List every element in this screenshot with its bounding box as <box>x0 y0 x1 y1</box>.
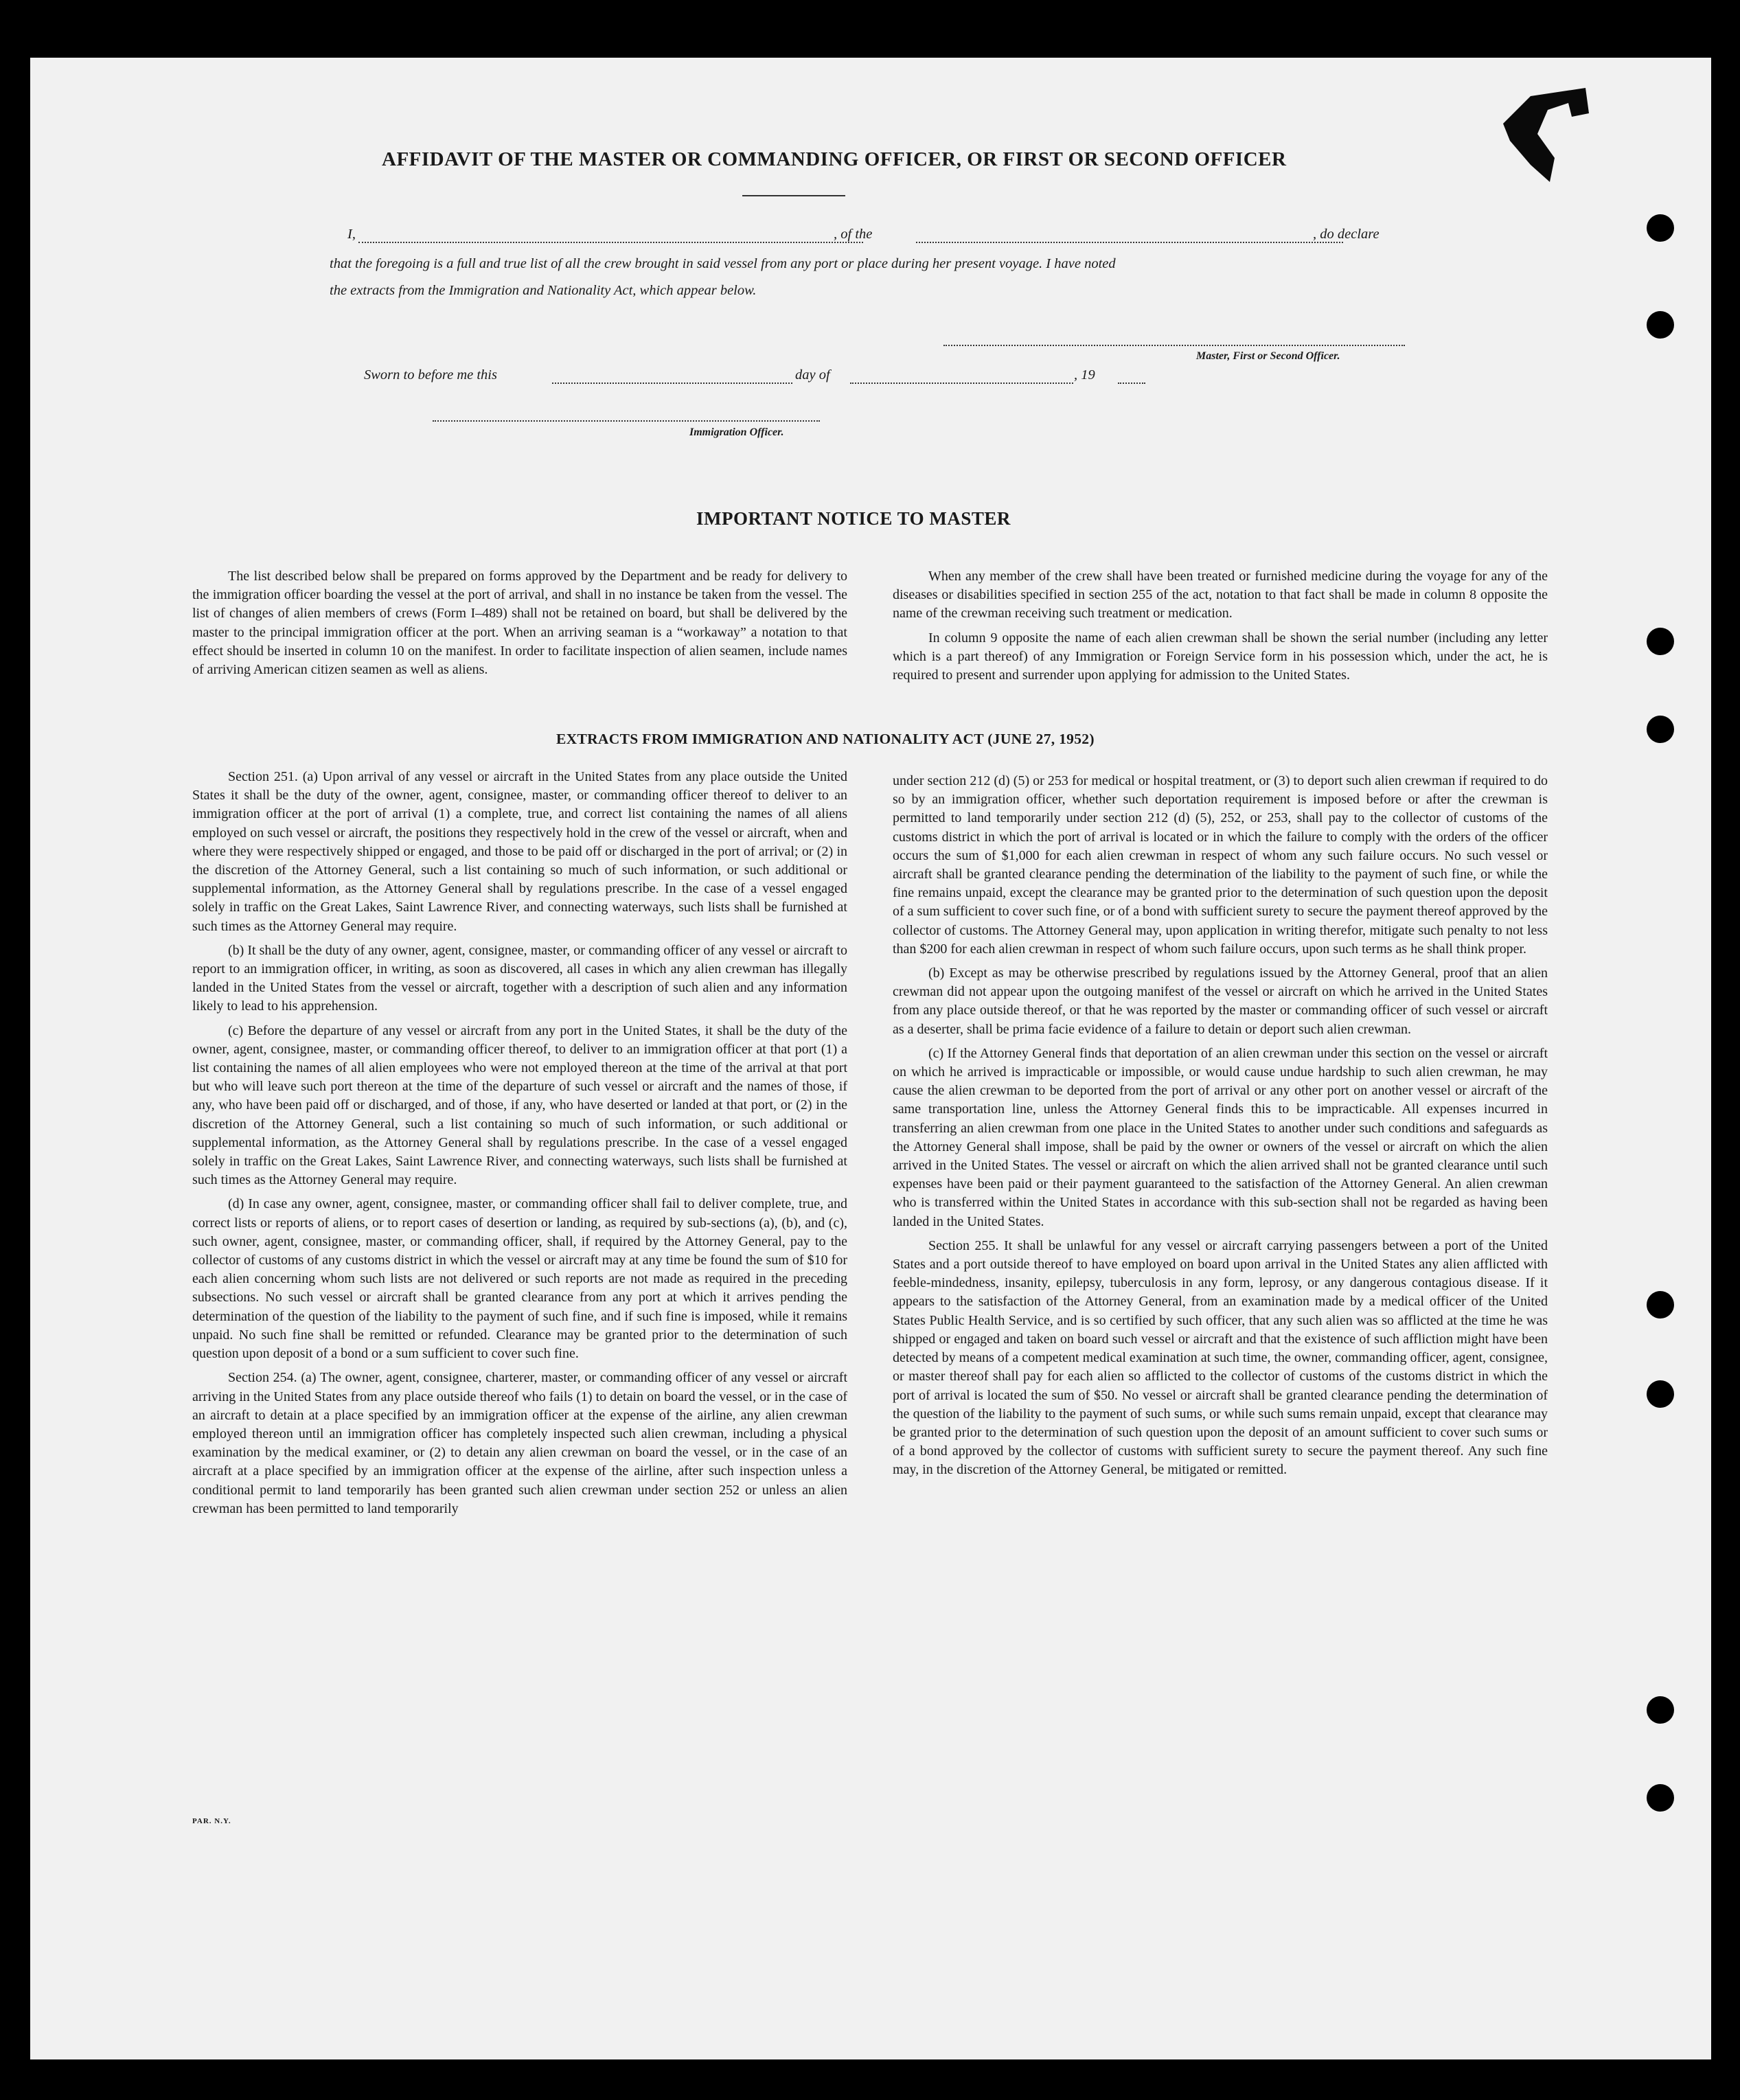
extract-paragraph: Section 255. It shall be unlawful for any vessel or aircraft carrying passengers between a port of the United States and a port outside thereof to have employed on board upon arrival in the United States any alien afflicted with feeble-mindedness, insanity, epilepsy, tuberculosis in any form, leprosy, or any dangerous contagious disease. If it appears to the satisfaction of the Attorney General, from an examination made by a medical officer of the United States Public Health Service, and is so certified by such officer, that any such alien was so afflicted at the time he was shipped or engaged and taken on board such vessel or aircraft and that the existence of such affliction might have been detected by means of a competent medical examination at such time, the owner, commanding officer, agent, consignee, or master thereof shall pay for each alien so afflicted to the collector of customs of the customs district in which the port of arrival is located the sum of $50. No vessel or aircraft shall be granted clearance pending the determination of the question of the liability to the payment of such sums, or while such sums remain unpaid, except that clearance may be granted prior to the determination of such question upon the deposit of an amount sufficient to cover such sums or of a bond approved by the collector of customs with sufficient surety to secure the payment thereof. Any such fine may, in the discretion of the Attorney General, be mitigated or remitted. <box>893 1237 1548 1478</box>
sworn-day-blank[interactable] <box>552 383 792 384</box>
punch-hole <box>1647 628 1674 655</box>
extract-paragraph: under section 212 (d) (5) or 253 for medical or hospital treatment, or (3) to deport such alien crewman if required to do so by an immigration officer, whether such deportation requirement is imposed before or after the crewman is permitted to land temporarily under section 212 (d) (5), 252, or 253, shall pay to the collector of customs of the customs district in which the port of arrival is located or in which the failure to comply with the orders of the officer occurs the sum of $1,000 for each alien crewman in respect of whom any such failure occurs. No such vessel or aircraft shall be granted clearance pending the determination of the liability to the payment of such fine, or while the fine remains unpaid, except the clearance may be granted prior to the determination of such question upon the deposit of a sum sufficient to cover such fine, or of a bond with sufficient surety to secure the payment thereof approved by the collector of customs. The Attorney General may, upon application in writing therefor, mitigate such penalty to not less than $200 for each alien crewman in respect of whom such failure occurs, upon such terms as he shall think proper. <box>893 773 1548 957</box>
notice-left-column <box>192 567 847 679</box>
extracts-left-column <box>192 768 847 1518</box>
extract-paragraph: Section 251. (a) Upon arrival of any vessel or aircraft in the United States from any place outside the United States it shall be the duty of the owner, agent, consignee, master, or commanding officer thereof to deliver to an immigration officer at the port of arrival (1) a complete, true, and correct list containing the names of all aliens employed on such vessel or aircraft, the positions they respectively hold in the crew of the vessel or aircraft, when and where they were respectively shipped or engaged, and those to be paid off or discharged in the port of arrival; or (2) in the discretion of the Attorney General, such a list containing so much of such information, or such additional or supplemental information, as the Attorney General shall by regulations prescribe. In the case of a vessel engaged solely in traffic on the Great Lakes, Saint Lawrence River, and connecting waterways, such lists shall be furnished at such times as the Attorney General may require. <box>192 769 847 934</box>
vessel-blank[interactable] <box>916 242 1343 243</box>
sworn-year-blank[interactable] <box>1118 383 1145 384</box>
affidavit-title: AFFIDAVIT OF THE MASTER OR COMMANDING OFFICER, OR FIRST OR SECOND OFFICER <box>382 148 1287 170</box>
extract-paragraph: (d) In case any owner, agent, consignee, master, or commanding officer shall fail to deliver complete, true, and correct lists or reports of aliens, or to report cases of desertion or landing, as required by sub-sections (a), (b), and (c), such owner, agent, consignee, master, or commanding officer, shall, if required by the Attorney General, pay to the collector of customs of any customs district in which the vessel or aircraft may at any time be found the sum of $10 for each alien concerning whom such lists are not delivered or such reports are not made as required in the preceding subsections. No such vessel or aircraft shall be granted clearance from any port at which it arrives pending the determination of the question of the liability to the payment of such fine, and if such fine is imposed, while it remains unpaid. No such fine shall be remitted or refunded. Clearance may be granted prior to the determination of such question upon deposit of a bond or a sum sufficient to cover such fine. <box>192 1196 847 1362</box>
punch-hole <box>1647 1291 1674 1319</box>
master-signature-label: Master, First or Second Officer. <box>1196 350 1340 362</box>
notice-right-column <box>893 567 1548 685</box>
extract-paragraph: (b) It shall be the duty of any owner, agent, consignee, master, or commanding officer of any vessel or aircraft to report to an immigration officer, in writing, as soon as discovered, all cases in which any alien crewman has illegally landed in the United States from the vessel or aircraft, together with a description of such alien and any information likely to lead to his apprehension. <box>192 942 847 1014</box>
punch-hole <box>1647 1696 1674 1724</box>
punch-hole <box>1647 716 1674 743</box>
extract-paragraph: (c) Before the departure of any vessel or aircraft from any port in the United States, it shall be the duty of the owner, agent, consignee, master, or commanding officer thereof, to deliver to an immigration officer at that port (1) a list containing the names of all alien employees who were not employed thereon at the time of the arrival at that port but who will leave such port thereon at the time of the departure of such vessel or aircraft and the names of those, if any, who have been paid off or discharged, and of those, if any, who have deserted or landed at that port, or (2) in the discretion of the Attorney General, such a list containing so much of such information, or such additional or supplemental information, as the Attorney General shall by regulations prescribe. In the case of a vessel engaged solely in traffic on the Great Lakes, Saint Lawrence River, and connecting waterways, such lists shall be furnished at such times as the Attorney General may require. <box>192 1023 847 1188</box>
sworn-month-blank[interactable] <box>850 383 1073 384</box>
notice-paragraph: The list described below shall be prepared on forms approved by the Department and be ready for delivery to the immigration officer boarding the vessel at the port of arrival, and shall in no instance be taken from the vessel. The list of changes of alien members of crews (Form I–489) shall not be retained on board, but shall be delivered by the master to the principal immigration officer at the port. When an arriving seaman is a “workaway” a notation to that effect should be inserted in column 10 on the manifest. In order to facilitate inspection of alien seamen, include names of arriving American citizen seamen as well as aliens. <box>192 569 847 678</box>
title-rule <box>742 195 845 196</box>
extract-paragraph: (c) If the Attorney General finds that deportation of an alien crewman under this section on the vessel or aircraft on which he arrived is impracticable or impossible, or would cause undue hardship to such alien crewman, he may cause the alien crewman to be deported from the port of arrival or any other port on another vessel or aircraft of the same transportation line, unless the Attorney General finds this to be impracticable. All expenses incurred in transferring an alien crewman from one place in the United States to another under such conditions and safeguards as the Attorney General shall impose, shall be paid by the owner or owners of the vessel or aircraft on which the alien arrived in the United States. The vessel or aircraft on which the alien arrived shall not be granted clearance until such expenses have been paid or their payment guaranteed to the satisfaction of the Attorney General. An alien crewman who is transferred within the United States in accordance with this sub-section shall not be regarded as having been landed in the United States. <box>893 1045 1548 1229</box>
extracts-right-column <box>893 772 1548 1480</box>
master-signature-blank[interactable] <box>943 345 1405 346</box>
of-the-label: , of the <box>834 227 873 242</box>
sworn-label: Sworn to before me this <box>364 367 497 383</box>
officer-signature-blank[interactable] <box>433 420 820 422</box>
printer-mark: PAR. N.Y. <box>192 1817 231 1825</box>
name-blank[interactable] <box>358 242 863 243</box>
punch-hole <box>1647 1784 1674 1812</box>
torn-corner-mark <box>1489 82 1592 185</box>
do-declare-label: , do declare <box>1313 227 1380 242</box>
punch-hole <box>1647 311 1674 339</box>
extracts-title: EXTRACTS FROM IMMIGRATION AND NATIONALITY ACT (JUNE 27, 1952) <box>556 731 1095 747</box>
declare-i-label: I, <box>347 227 356 242</box>
notice-paragraph: In column 9 opposite the name of each alien crewman shall be shown the serial number (including any letter which is a part thereof) of any Immigration or Foreign Service form in his possession which, under the act, he is required to present and surrender upon applying for admission to the United States. <box>893 630 1548 683</box>
extract-paragraph: (b) Except as may be otherwise prescribed by regulations issued by the Attorney General, proof that an alien crewman did not appear upon the outgoing manifest of the vessel or aircraft on which he arrived in the United States from any place outside thereof, or that he was reported by the master or commanding officer of such vessel or aircraft as a deserter, shall be prima facie evidence of a failure to detain or deport such alien crewman. <box>893 966 1548 1037</box>
year-label: , 19 <box>1074 367 1095 383</box>
notice-paragraph: When any member of the crew shall have been treated or furnished medicine during the voyage for any of the diseases or disabilities specified in section 255 of the act, notation to that fact shall be made in column 8 opposite the name of the crewman receiving such treatment or medication. <box>893 569 1548 621</box>
declaration-text: that the foregoing is a full and true list of all the crew brought in said vessel from any port or place during her present voyage. I have noted <box>330 256 1116 271</box>
document-page <box>30 58 1711 2059</box>
officer-signature-label: Immigration Officer. <box>689 426 784 438</box>
notice-title: IMPORTANT NOTICE TO MASTER <box>696 508 1011 529</box>
declaration-text: the extracts from the Immigration and Nationality Act, which appear below. <box>330 283 757 298</box>
extract-paragraph: Section 254. (a) The owner, agent, consignee, charterer, master, or commanding officer of any vessel or aircraft arriving in the United States from any place outside thereof who fails (1) to detain on board the vessel, or in the case of an aircraft to detain at a place specified by an immigration officer at the expense of the airline, any alien crewman employed thereon until an immigration officer has completely inspected such alien crewman, including a physical examination by the medical examiner, or (2) to detain any alien crewman on board the vessel, or in the case of an aircraft at a place specified by an immigration officer at the expense of the airline, after such inspection unless a conditional permit to land temporarily has been granted such alien crewman under section 252 or unless an alien crewman has been permitted to land temporarily <box>192 1370 847 1516</box>
day-of-label: day of <box>795 367 830 383</box>
punch-hole <box>1647 1380 1674 1408</box>
punch-hole <box>1647 214 1674 242</box>
